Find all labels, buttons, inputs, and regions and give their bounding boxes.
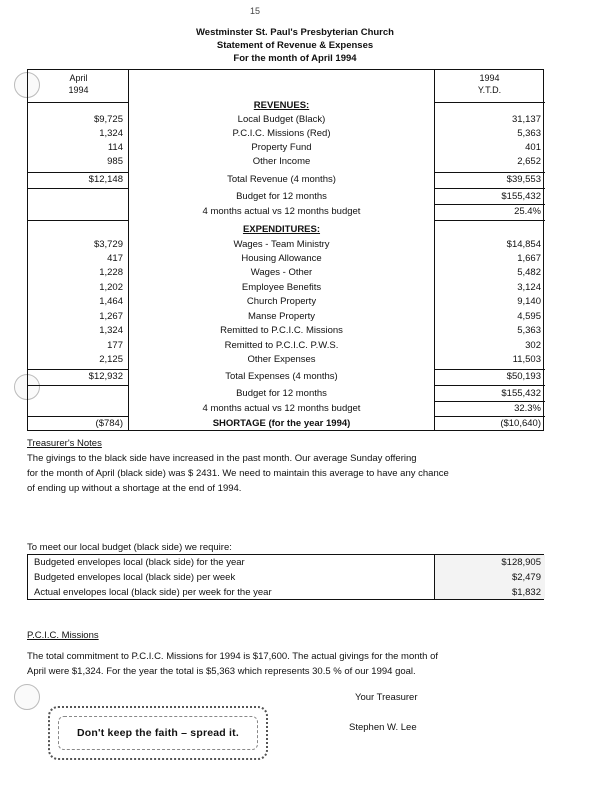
divider — [28, 188, 129, 189]
revenue-expense-table — [27, 69, 544, 431]
table-row: 1,464 Church Property 9,140 — [99, 296, 541, 307]
divider — [434, 172, 545, 173]
table-row: Budgeted envelopes local (black side) per week $2,479 — [34, 572, 541, 583]
expense-ratio-row: 4 months actual vs 12 months budget 32.3% — [202, 403, 541, 414]
expense-budget-row: Budget for 12 months $155,432 — [236, 388, 541, 399]
table-row: Actual envelopes local (black side) per week for the year $1,832 — [34, 587, 541, 598]
notes-line: of ending up without a shortage at the end of 1994. — [27, 483, 242, 494]
slogan-text: Don't keep the faith – spread it. — [58, 716, 258, 750]
notes-line: for the month of April (black side) was $ 2431. We need to maintain this average to have any chance — [27, 468, 449, 479]
divider — [28, 416, 129, 417]
table-row: Budgeted envelopes local (black side) for the year $128,905 — [34, 557, 541, 568]
revenue-budget-row: Budget for 12 months $155,432 — [236, 191, 541, 202]
expenditures-heading-row — [28, 224, 543, 236]
slogan-banner — [48, 706, 268, 760]
divider — [28, 369, 129, 370]
table-row: $9,725 Local Budget (Black) 31,137 — [93, 114, 541, 125]
table-row: 1,267 Manse Property 4,595 — [99, 311, 541, 322]
divider — [434, 416, 545, 417]
divider — [434, 220, 545, 221]
statement-title: Statement of Revenue & Expenses — [216, 40, 374, 51]
table-row: 1,324 Remitted to P.C.I.C. Missions 5,363 — [99, 325, 541, 336]
page-number: 15 — [250, 6, 261, 16]
signature-name: Stephen W. Lee — [349, 722, 417, 733]
expenditures-heading: EXPENDITURES: — [242, 224, 321, 235]
divider — [434, 204, 545, 205]
total-expenses-row: $12,932 Total Expenses (4 months) $50,193 — [88, 371, 541, 382]
divider — [434, 401, 545, 402]
divider — [28, 385, 129, 386]
missions-section — [27, 628, 547, 679]
ytd-column-header: 1994 Y.T.D. — [477, 73, 502, 95]
divider — [434, 369, 545, 370]
document-header — [130, 26, 460, 65]
notes-line: The givings to the black side have increased in the past month. Our average Sunday offering — [27, 453, 417, 464]
church-name: Westminster St. Paul's Presbyterian Church — [196, 27, 394, 38]
month-column-header: April 1994 — [68, 73, 89, 95]
revenues-heading-row — [28, 100, 543, 112]
table-row: 1,228 Wages - Other 5,482 — [99, 267, 541, 278]
missions-line: The total commitment to P.C.I.C. Missions for 1994 is $17,600. The actual givings for the month of — [27, 651, 438, 662]
revenues-heading: REVENUES: — [253, 100, 310, 111]
table-row: 2,125 Other Expenses 11,503 — [99, 354, 541, 365]
total-revenue-row: $12,148 Total Revenue (4 months) $39,553 — [88, 174, 541, 185]
missions-line: April were $1,324. For the year the total is $5,363 which represents 30.5 % of our 1994 goal. — [27, 666, 416, 677]
divider — [28, 172, 129, 173]
signature-closing: Your Treasurer — [355, 692, 418, 703]
statement-period: For the month of April 1994 — [233, 53, 357, 64]
local-budget-table — [27, 554, 544, 600]
missions-title: P.C.I.C. Missions — [27, 630, 99, 641]
table-row: 114 Property Fund 401 — [107, 142, 541, 153]
table-row: 985 Other Income 2,652 — [107, 156, 541, 167]
revenue-ratio-row: 4 months actual vs 12 months budget 25.4% — [202, 206, 541, 217]
treasurer-notes — [27, 436, 547, 496]
shortage-row: ($784) SHORTAGE (for the year 1994) ($10,640) — [95, 418, 541, 429]
local-budget-intro: To meet our local budget (black side) we require: — [27, 542, 232, 553]
divider — [28, 220, 129, 221]
table-row: 177 Remitted to P.C.I.C. P.W.S. 302 — [107, 340, 541, 351]
notes-title: Treasurer's Notes — [27, 438, 102, 449]
table-row: 1,324 P.C.I.C. Missions (Red) 5,363 — [99, 128, 541, 139]
table-row: 1,202 Employee Benefits 3,124 — [99, 282, 541, 293]
divider — [434, 188, 545, 189]
table-row: 417 Housing Allowance 1,667 — [107, 253, 541, 264]
divider — [434, 385, 545, 386]
table-row: $3,729 Wages - Team Ministry $14,854 — [93, 239, 541, 250]
binder-hole-bottom — [14, 684, 40, 710]
